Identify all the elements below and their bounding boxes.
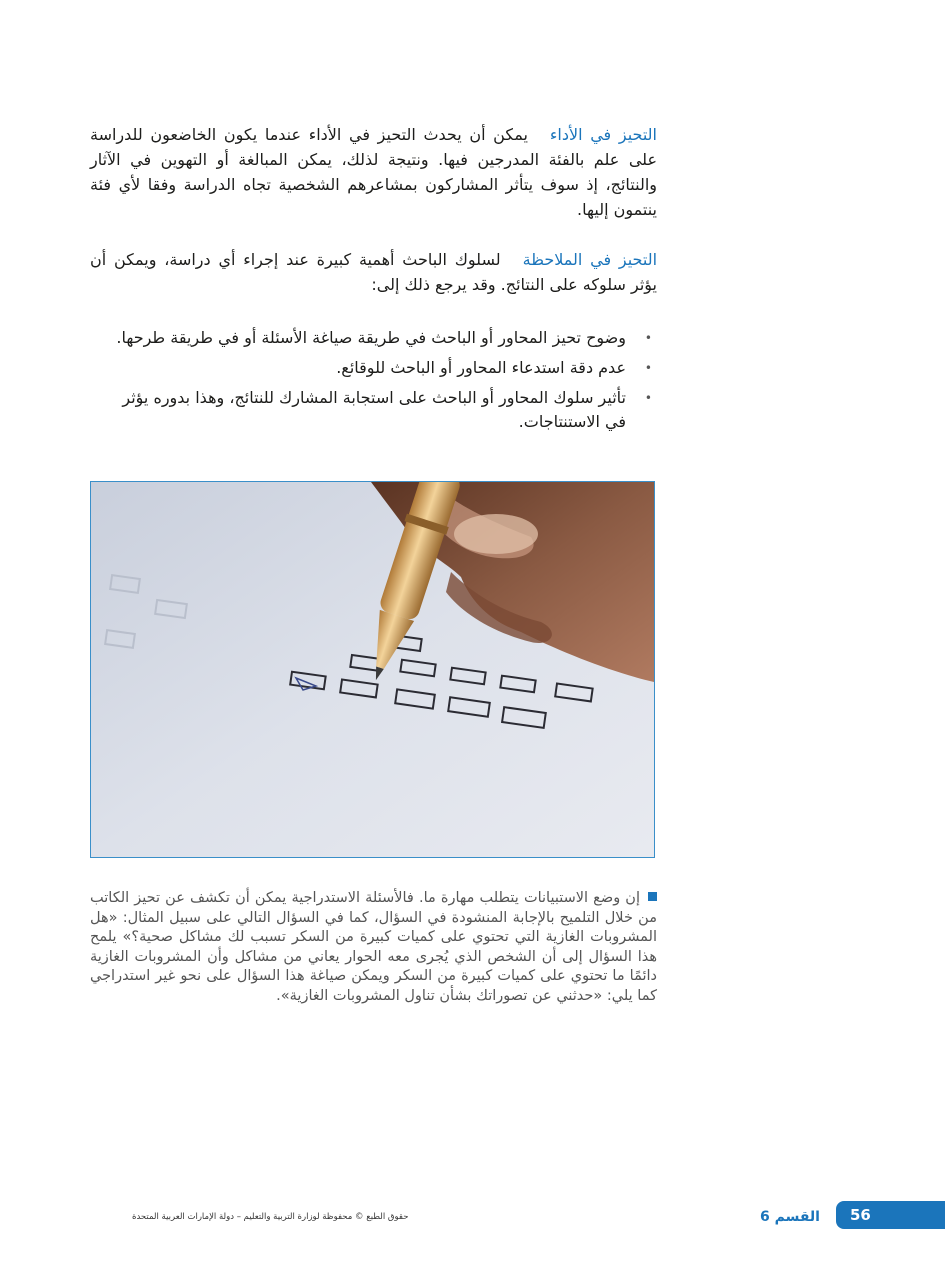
- photo-caption: [90, 889, 657, 1006]
- performance-bias-term: التحيز في الأداء: [549, 125, 657, 144]
- performance-bias-text: يمكن أن يحدث التحيز في الأداء عندما يكون الخاضعون للدراسة على علم بالفئة المدرجين فيها. ونتيجة لذلك، يمكن المبالغة أو التهوين في الآثار والنتائج، إذ سوف يتأثر المشاركون بمشاعرهم الشخصية تجاه الدراسة وفقا لأي فئة ينتمون إليها.: [90, 125, 657, 219]
- bias-causes-list: [100, 326, 660, 440]
- performance-bias-paragraph: [90, 122, 657, 222]
- bullet-marker: •: [644, 361, 652, 375]
- observation-bias-term: التحيز في الملاحظة: [522, 250, 658, 269]
- list-item-text: عدم دقة استدعاء المحاور أو الباحث للوقائع.: [336, 358, 626, 377]
- list-item-text: تأثير سلوك المحاور أو الباحث على استجابة المشارك للنتائج، وهذا بدوره يؤثر في الاستنتاجات.: [122, 388, 626, 431]
- list-item: [100, 326, 660, 350]
- caption-square-icon: [648, 892, 657, 901]
- hand-with-pen-illustration: [91, 482, 654, 857]
- list-item: [100, 386, 660, 434]
- observation-bias-paragraph: [90, 247, 657, 297]
- page-number: 56: [850, 1206, 871, 1224]
- observation-bias-text: لسلوك الباحث أهمية كبيرة عند إجراء أي دراسة، ويمكن أن يؤثر سلوكه على النتائج. وقد يرجع ذلك إلى:: [90, 250, 657, 294]
- list-item-text: وضوح تحيز المحاور أو الباحث في طريقة صياغة الأسئلة أو في طريقة طرحها.: [116, 328, 626, 347]
- page-number-tab: [836, 1201, 945, 1229]
- section-label: القسم 6: [760, 1209, 820, 1225]
- bullet-marker: •: [644, 331, 652, 345]
- copyright-notice: حقوق الطبع © محفوظة لوزارة التربية والتعليم – دولة الإمارات العربية المتحدة: [132, 1212, 409, 1222]
- bullet-marker: •: [644, 391, 652, 405]
- questionnaire-photo: [90, 481, 655, 858]
- caption-text: إن وضع الاستبيانات يتطلب مهارة ما. فالأسئلة الاستدراجية يمكن أن تكشف عن تحيز الكاتب من خلال التلميح بالإجابة المنشودة في السؤال، كما في السؤال التالي على سبيل المثال: «هل المشروبات الغازية التي تحتوي على كميات كبيرة من السكر تسبب لك مشاكل صحية؟» يلمح هذا السؤال إلى أن الشخص الذي يُجرى معه الحوار يعاني من مشاكل وأن المشروبات الغازية دائمًا ما تحتوي على كميات كبيرة من السكر ويمكن صياغة هذا السؤال على نحو غير استدراجي كما يلي: «حدثني عن تصوراتك بشأن تناول المشروبات الغازية».: [90, 890, 657, 1004]
- list-item: [100, 356, 660, 380]
